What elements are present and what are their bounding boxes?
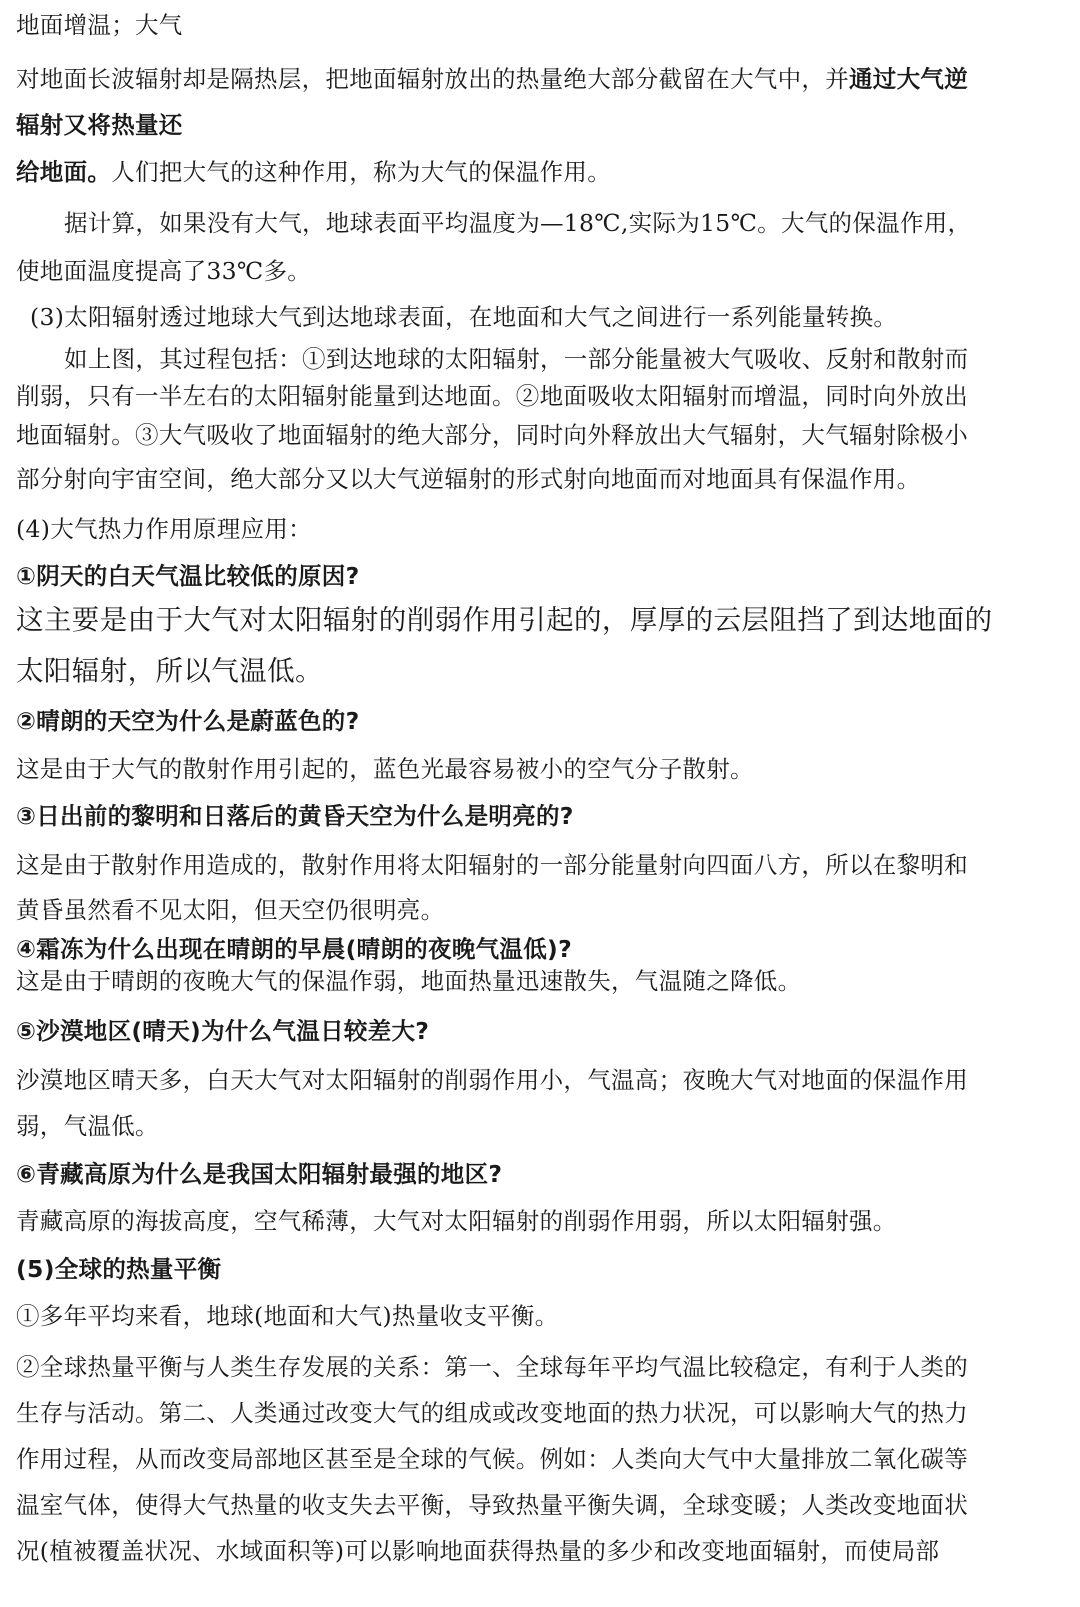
- answer-6-line: 青藏高原的海拔高度，空气稀薄，大气对太阳辐射的削弱作用弱，所以太阳辐射强。: [16, 1207, 897, 1235]
- answer-4-line: 这是由于晴朗的夜晚大气的保温作弱，地面热量迅速散失，气温随之降低。: [16, 967, 802, 995]
- bold-text-run: 通过大气逆: [849, 65, 968, 93]
- text-line: [16, 153, 611, 187]
- answer-1-line: 这主要是由于大气对太阳辐射的削弱作用引起的，厚厚的云层阻挡了到达地面的: [16, 604, 993, 636]
- section-heading-3: (3)太阳辐射透过地球大气到达地球表面，在地面和大气之间进行一系列能量转换。: [30, 303, 898, 331]
- question-4: ④霜冻为什么出现在晴朗的早晨(晴朗的夜晚气温低)?: [16, 935, 573, 963]
- text-line: 作用过程，从而改变局部地区甚至是全球的气候。例如：人类向大气中大量排放二氧化碳等: [16, 1445, 968, 1473]
- text-line: [16, 60, 968, 94]
- question-5: ⑤沙漠地区(晴天)为什么气温日较差大?: [16, 1017, 430, 1045]
- answer-2-line: 这是由于大气的散射作用引起的，蓝色光最容易被小的空气分子散射。: [16, 755, 754, 783]
- answer-3-line: 这是由于散射作用造成的，散射作用将太阳辐射的一部分能量射向四面八方，所以在黎明和: [16, 851, 968, 879]
- text-line: 使地面温度提高了33℃多。: [16, 257, 312, 285]
- answer-5-line: 弱，气温低。: [16, 1112, 159, 1140]
- bold-text-line: 辐射又将热量还: [16, 111, 183, 139]
- text-line: 削弱，只有一半左右的太阳辐射能量到达地面。②地面吸收太阳辐射而增温，同时向外放出: [16, 382, 968, 410]
- section-heading-4: (4)大气热力作用原理应用：: [16, 515, 312, 543]
- question-3: ③日出前的黎明和日落后的黄昏天空为什么是明亮的?: [16, 802, 574, 830]
- answer-1-line: 太阳辐射，所以气温低。: [16, 655, 323, 687]
- bold-text-run: 给地面。: [16, 158, 112, 186]
- question-2: ②晴朗的天空为什么是蔚蓝色的?: [16, 707, 360, 735]
- text-line: 生存与活动。第二、人类通过改变大气的组成或改变地面的热力状况，可以影响大气的热力: [16, 1399, 968, 1427]
- text-run: 人们把大气的这种作用，称为大气的保温作用。: [111, 158, 612, 186]
- text-line: 地面辐射。③大气吸收了地面辐射的绝大部分，同时向外释放出大气辐射，大气辐射除极小: [16, 421, 968, 449]
- text-line: 况(植被覆盖状况、水域面积等)可以影响地面获得热量的多少和改变地面辐射，而使局部: [16, 1537, 940, 1565]
- answer-3-line: 黄昏虽然看不见太阳，但天空仍很明亮。: [16, 896, 445, 924]
- text-run: 对地面长波辐射却是隔热层，把地面辐射放出的热量绝大部分截留在大气中，并: [16, 65, 849, 93]
- text-line: ②全球热量平衡与人类生存发展的关系：第一、全球每年平均气温比较稳定，有利于人类的: [16, 1353, 968, 1381]
- section-heading-5: (5)全球的热量平衡: [16, 1255, 222, 1283]
- text-line: 地面增温；大气: [16, 11, 183, 39]
- text-line: 部分射向宇宙空间，绝大部分又以大气逆辐射的形式射向地面而对地面具有保温作用。: [16, 465, 921, 493]
- question-1: ①阴天的白天气温比较低的原因?: [16, 562, 360, 590]
- text-line: 温室气体，使得大气热量的收支失去平衡，导致热量平衡失调，全球变暖；人类改变地面状: [16, 1491, 968, 1519]
- paragraph-line: 据计算，如果没有大气，地球表面平均温度为—18℃,实际为15℃。大气的保温作用，: [64, 209, 972, 237]
- answer-5-line: 沙漠地区晴天多，白天大气对太阳辐射的削弱作用小，气温高；夜晚大气对地面的保温作用: [16, 1066, 968, 1094]
- paragraph-line: 如上图，其过程包括：①到达地球的太阳辐射，一部分能量被大气吸收、反射和散射而: [64, 345, 969, 373]
- text-line: ①多年平均来看，地球(地面和大气)热量收支平衡。: [16, 1302, 559, 1330]
- question-6: ⑥青藏高原为什么是我国太阳辐射最强的地区?: [16, 1160, 503, 1188]
